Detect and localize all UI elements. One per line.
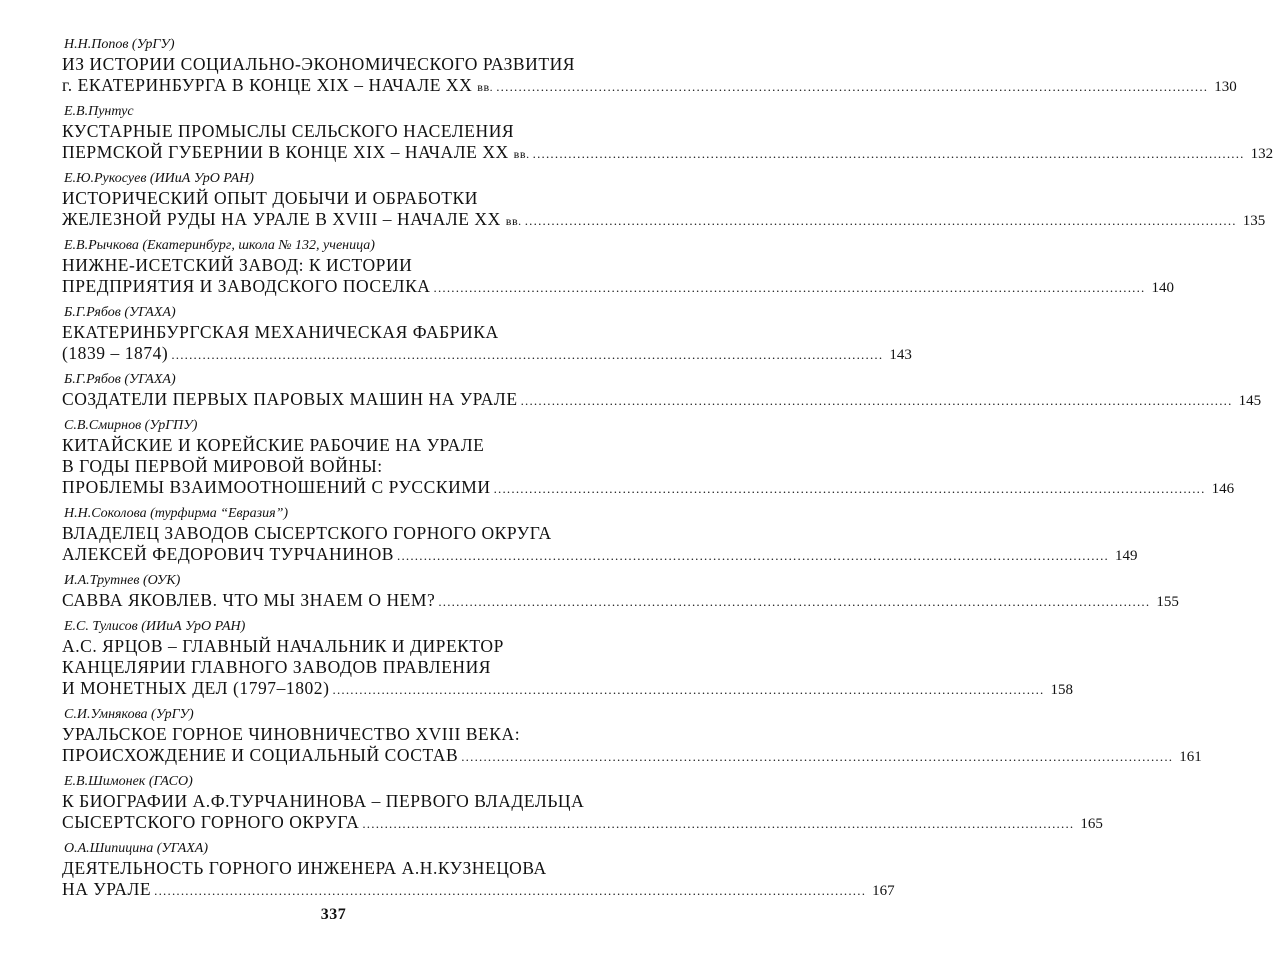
dot-leader: ................................................................................................................................................................ — [171, 347, 884, 362]
toc-entry-title-last-line — [62, 75, 1237, 98]
toc-entry — [62, 170, 1266, 232]
toc-entry-page-number: 135 — [1242, 213, 1266, 229]
toc-entry-title-line: УРАЛЬСКОЕ ГОРНОЕ ЧИНОВНИЧЕСТВО XVIII ВЕКА: — [62, 724, 521, 744]
toc-entry-author: С.И.Умнякова (УрГУ) — [64, 707, 194, 722]
toc-entry-title-tail — [62, 75, 493, 98]
toc-entry-author: Е.В.Пунтус — [64, 104, 134, 119]
toc-entry-title-tail — [62, 477, 491, 498]
toc-entry — [62, 840, 895, 902]
toc-entry-centuries-abbrev: вв. — [513, 147, 530, 161]
toc-entry — [62, 505, 1138, 567]
toc-entry — [62, 36, 1237, 98]
toc-entry-title-tail — [62, 544, 394, 565]
toc-entry-title-text: ПЕРМСКОЙ ГУБЕРНИИ В КОНЦЕ XIX – НАЧАЛЕ XX — [62, 142, 509, 162]
dot-leader: ................................................................................................................................................................ — [532, 146, 1245, 161]
dot-leader: ................................................................................................................................................................ — [461, 749, 1174, 764]
toc-entry-author: О.А.Шипицина (УГАХА) — [64, 841, 209, 856]
toc-entry-title-text: г. ЕКАТЕРИНБУРГА В КОНЦЕ XIX – НАЧАЛЕ XX — [62, 75, 473, 95]
dot-leader: ................................................................................................................................................................ — [433, 280, 1146, 295]
toc-entry-title-text: АЛЕКСЕЙ ФЕДОРОВИЧ ТУРЧАНИНОВ — [62, 544, 394, 564]
toc-entry-title-line: КАНЦЕЛЯРИИ ГЛАВНОГО ЗАВОДОВ ПРАВЛЕНИЯ — [62, 657, 492, 677]
toc-entry-title-tail — [62, 590, 435, 611]
toc-entry-title-tail — [62, 678, 330, 699]
toc-entry-title-last-line — [62, 389, 1262, 412]
toc-entry-title-line: КУСТАРНЫЕ ПРОМЫСЛЫ СЕЛЬСКОГО НАСЕЛЕНИЯ — [62, 121, 515, 141]
dot-leader: ................................................................................................................................................................ — [397, 548, 1109, 563]
table-of-contents — [62, 36, 1273, 907]
toc-entry-page-number: 167 — [872, 883, 895, 899]
toc-entry-title-line: К БИОГРАФИИ А.Ф.ТУРЧАНИНОВА – ПЕРВОГО ВЛАДЕЛЬЦА — [62, 791, 585, 811]
toc-entry-title-tail — [62, 343, 168, 364]
toc-entry-title-text: И МОНЕТНЫХ ДЕЛ (1797–1802) — [62, 678, 330, 698]
toc-entry-author: Е.С. Тулисов (ИИиА УрО РАН) — [64, 619, 246, 634]
toc-entry-title-text: ПРОБЛЕМЫ ВЗАИМООТНОШЕНИЙ С РУССКИМИ — [62, 477, 491, 497]
toc-entry-author: И.А.Трутнев (ОУК) — [64, 573, 181, 588]
dot-leader: ................................................................................................................................................................ — [332, 682, 1045, 697]
toc-entry-page-number: 158 — [1050, 682, 1073, 698]
toc-entry-title-last-line — [62, 142, 1273, 165]
toc-entry-title-last-line — [62, 745, 1202, 768]
toc-entry-page-number: 130 — [1214, 79, 1237, 95]
toc-entry-page-number: 145 — [1238, 393, 1262, 409]
toc-entry-author: С.В.Смирнов (УрГПУ) — [64, 418, 198, 433]
toc-entry-author: Н.Н.Попов (УрГУ) — [64, 37, 175, 52]
toc-entry-centuries-abbrev: вв. — [477, 80, 494, 94]
toc-entry-title-last-line — [62, 879, 895, 902]
toc-entry-title-last-line — [62, 209, 1266, 232]
toc-entry-title-tail — [62, 142, 530, 165]
toc-entry-title-tail — [62, 389, 518, 410]
toc-entry-title-line: КИТАЙСКИЕ И КОРЕЙСКИЕ РАБОЧИЕ НА УРАЛЕ — [62, 435, 485, 455]
dot-leader: ................................................................................................................................................................ — [438, 594, 1151, 609]
toc-entry-title-text: СЫСЕРТСКОГО ГОРНОГО ОКРУГА — [62, 812, 360, 832]
toc-entry-title-tail — [62, 879, 151, 900]
toc-entry-page-number: 161 — [1179, 749, 1202, 765]
toc-entry-title-text: (1839 – 1874) — [62, 343, 169, 363]
toc-entry — [62, 103, 1273, 165]
toc-entry-page-number: 155 — [1156, 594, 1179, 610]
toc-entry-title-last-line — [62, 343, 912, 366]
toc-entry-title-line: ДЕЯТЕЛЬНОСТЬ ГОРНОГО ИНЖЕНЕРА А.Н.КУЗНЕЦОВА — [62, 858, 547, 878]
toc-entry-title-line: А.С. ЯРЦОВ – ГЛАВНЫЙ НАЧАЛЬНИК И ДИРЕКТОР — [62, 636, 504, 656]
toc-entry-title-text: ПРОИСХОЖДЕНИЕ И СОЦИАЛЬНЫЙ СОСТАВ — [62, 745, 459, 765]
toc-entry-title-line: ЕКАТЕРИНБУРГСКАЯ МЕХАНИЧЕСКАЯ ФАБРИКА — [62, 322, 499, 342]
toc-entry-title-tail — [62, 276, 431, 297]
dot-leader: ................................................................................................................................................................ — [524, 213, 1237, 228]
toc-entry-title-line: ВЛАДЕЛЕЦ ЗАВОДОВ СЫСЕРТСКОГО ГОРНОГО ОКРУГА — [62, 523, 552, 543]
toc-entry-author: Е.В.Рычкова (Екатеринбург, школа № 132, ученица) — [64, 238, 375, 253]
toc-entry-title-line: ИСТОРИЧЕСКИЙ ОПЫТ ДОБЫЧИ И ОБРАБОТКИ — [62, 188, 478, 208]
toc-entry-title-line: ИЗ ИСТОРИИ СОЦИАЛЬНО-ЭКОНОМИЧЕСКОГО РАЗВИТИЯ — [62, 54, 575, 74]
dot-leader: ................................................................................................................................................................ — [154, 883, 867, 898]
toc-entry-title-line: НИЖНЕ-ИСЕТСКИЙ ЗАВОД: К ИСТОРИИ — [62, 255, 413, 275]
dot-leader: ................................................................................................................................................................ — [493, 481, 1206, 496]
toc-entry-page-number: 165 — [1080, 816, 1103, 832]
toc-entry-page-number: 149 — [1115, 548, 1138, 564]
toc-entry-page-number: 146 — [1211, 481, 1235, 497]
toc-entry-title-last-line — [62, 812, 1103, 835]
toc-entry-page-number: 143 — [889, 347, 912, 363]
toc-entry-title-last-line — [62, 477, 1235, 500]
toc-entry — [62, 618, 1073, 701]
toc-entry — [62, 706, 1202, 768]
toc-entry — [62, 237, 1174, 299]
toc-entry — [62, 304, 912, 366]
toc-entry-title-tail — [62, 209, 522, 232]
toc-entry-author: Б.Г.Рябов (УГАХА) — [64, 305, 176, 320]
toc-entry-author: Е.Ю.Рукосуев (ИИиА УрО РАН) — [64, 171, 254, 186]
toc-entry — [62, 572, 1179, 613]
toc-entry — [62, 371, 1262, 412]
toc-entry-centuries-abbrev: вв. — [505, 214, 522, 228]
toc-entry-page-number: 132 — [1250, 146, 1273, 162]
toc-entry-title-text: САВВА ЯКОВЛЕВ. ЧТО МЫ ЗНАЕМ О НЕМ? — [62, 590, 436, 610]
toc-entry — [62, 417, 1235, 500]
toc-entry — [62, 773, 1103, 835]
toc-entry-title-tail — [62, 812, 359, 833]
toc-entry-author: Н.Н.Соколова (турфирма “Евразия”) — [64, 506, 289, 521]
toc-entry-title-last-line — [62, 544, 1138, 567]
toc-entry-author: Е.В.Шимонек (ГАСО) — [64, 774, 193, 789]
dot-leader: ................................................................................................................................................................ — [496, 79, 1209, 94]
toc-entry-title-tail — [62, 745, 458, 766]
toc-entry-title-last-line — [62, 276, 1174, 299]
toc-entry-title-text: НА УРАЛЕ — [62, 879, 152, 899]
dot-leader: ................................................................................................................................................................ — [362, 816, 1075, 831]
toc-entry-title-last-line — [62, 678, 1073, 701]
page-number: 337 — [320, 906, 347, 923]
toc-entry-title-line: В ГОДЫ ПЕРВОЙ МИРОВОЙ ВОЙНЫ: — [62, 456, 383, 476]
toc-entry-title-text: ЖЕЛЕЗНОЙ РУДЫ НА УРАЛЕ В XVIII – НАЧАЛЕ XX — [62, 209, 501, 229]
toc-entry-title-last-line — [62, 590, 1179, 613]
toc-entry-author: Б.Г.Рябов (УГАХА) — [64, 372, 176, 387]
toc-entry-page-number: 140 — [1151, 280, 1174, 296]
dot-leader: ................................................................................................................................................................ — [520, 393, 1233, 408]
toc-entry-title-text: ПРЕДПРИЯТИЯ И ЗАВОДСКОГО ПОСЕЛКА — [62, 276, 431, 296]
toc-entry-title-text: СОЗДАТЕЛИ ПЕРВЫХ ПАРОВЫХ МАШИН НА УРАЛЕ — [62, 389, 518, 409]
